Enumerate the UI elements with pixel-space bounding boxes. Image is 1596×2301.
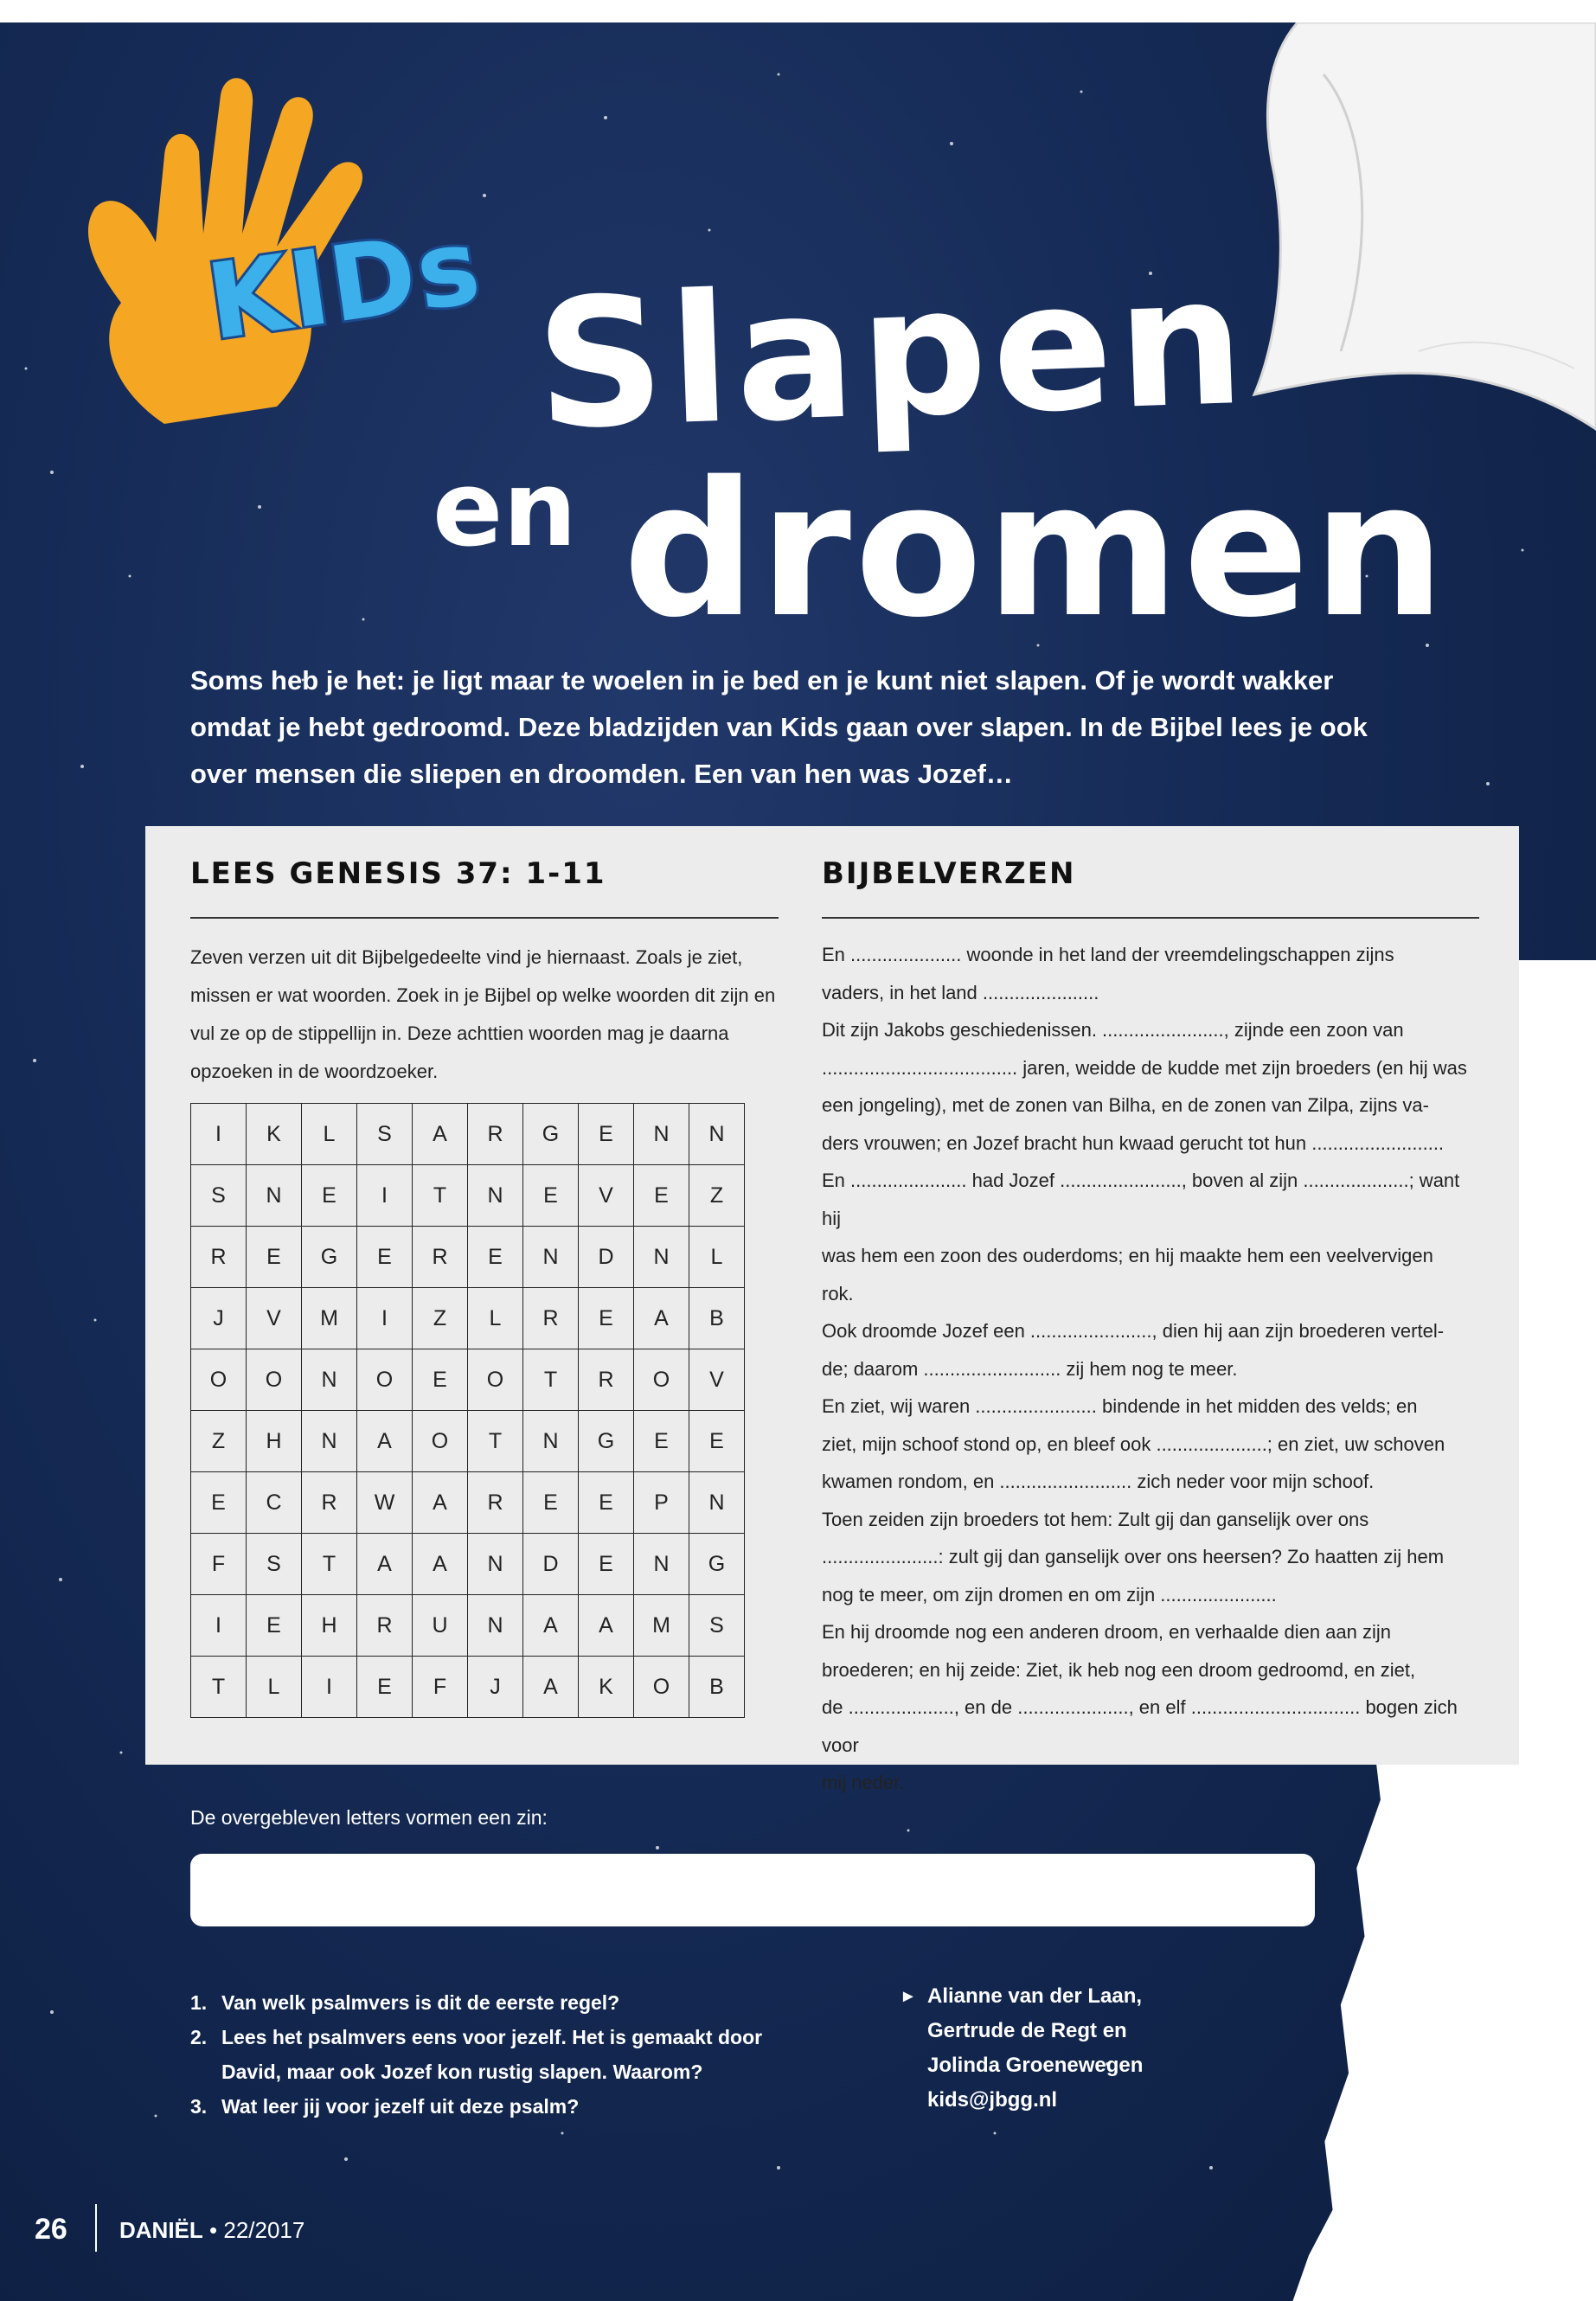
grid-cell[interactable]: G xyxy=(689,1534,745,1595)
grid-cell[interactable]: I xyxy=(191,1104,247,1165)
grid-row xyxy=(191,1411,745,1472)
grid-cell[interactable]: N xyxy=(523,1227,579,1288)
grid-cell[interactable]: Z xyxy=(413,1288,468,1349)
grid-cell[interactable]: C xyxy=(247,1472,302,1534)
grid-row xyxy=(191,1288,745,1349)
title-slapen: Slapen xyxy=(533,238,1253,470)
grid-cell[interactable]: V xyxy=(579,1165,634,1227)
grid-cell[interactable]: I xyxy=(191,1595,247,1657)
grid-cell[interactable]: L xyxy=(468,1288,523,1349)
grid-cell[interactable]: B xyxy=(689,1288,745,1349)
grid-cell[interactable]: V xyxy=(247,1288,302,1349)
grid-cell[interactable]: O xyxy=(191,1349,247,1411)
grid-row xyxy=(191,1657,745,1718)
verse-line: nog te meer, om zijn dromen en om zijn ...................... xyxy=(822,1583,1277,1606)
page-number: 26 xyxy=(35,2213,67,2246)
author-line-1: Alianne van der Laan, xyxy=(927,1984,1143,2008)
verse-line: Dit zijn Jakobs geschiedenissen. ......................., zijnde een zoon van xyxy=(822,1019,1404,1041)
grid-cell[interactable]: T xyxy=(468,1411,523,1472)
question-item xyxy=(190,1985,813,2020)
grid-cell[interactable]: N xyxy=(689,1104,745,1165)
title-dromen: dromen xyxy=(623,441,1449,658)
bible-verses xyxy=(822,936,1479,1802)
grid-cell[interactable]: D xyxy=(523,1534,579,1595)
kids-logo xyxy=(61,61,510,424)
intro-paragraph: Soms heb je het: je ligt maar te woelen in je bed en je kunt niet slapen. Of je wordt wakker omdat je hebt gedroomd. Deze bladzijden van Kids gaan over slapen. In de Bijbel lees je ook over mensen die sliepen en droomden. Een van hen was Jozef… xyxy=(190,665,1368,789)
grid-cell[interactable]: M xyxy=(302,1288,357,1349)
grid-cell[interactable]: W xyxy=(357,1472,413,1534)
grid-cell[interactable]: E xyxy=(357,1227,413,1288)
grid-cell[interactable]: Z xyxy=(191,1411,247,1472)
grid-row xyxy=(191,1349,745,1411)
grid-cell[interactable]: E xyxy=(413,1349,468,1411)
verse-line: de; daarom .......................... zij hem nog te meer. xyxy=(822,1357,1238,1380)
grid-cell[interactable]: N xyxy=(468,1165,523,1227)
question-number: 1. xyxy=(190,1991,208,2014)
grid-cell[interactable]: E xyxy=(468,1227,523,1288)
grid-cell[interactable]: E xyxy=(634,1165,689,1227)
grid-cell[interactable]: A xyxy=(357,1534,413,1595)
verse-line: ......................: zult gij dan ganselijk over ons heersen? Zo haatten zij hem xyxy=(822,1546,1445,1567)
grid-cell[interactable]: A xyxy=(634,1288,689,1349)
left-heading: LEES GENESIS 37: 1-11 xyxy=(190,856,606,891)
grid-cell[interactable]: M xyxy=(634,1595,689,1657)
verse-line: En hij droomde nog een anderen droom, en verhaalde dien aan zijn xyxy=(822,1621,1392,1643)
verse-line: ziet, mijn schoof stond op, en bleef ook .....................; en ziet, uw schoven xyxy=(822,1433,1445,1455)
footer-separator: • xyxy=(209,2217,218,2243)
grid-cell[interactable]: N xyxy=(523,1411,579,1472)
grid-cell[interactable]: G xyxy=(523,1104,579,1165)
grid-cell[interactable]: S xyxy=(247,1534,302,1595)
answer-label: De overgebleven letters vormen een zin: xyxy=(190,1806,548,1829)
grid-cell[interactable]: O xyxy=(247,1349,302,1411)
grid-cell[interactable]: A xyxy=(523,1657,579,1718)
grid-cell[interactable]: I xyxy=(357,1288,413,1349)
pillow-illustration xyxy=(1228,22,1596,455)
grid-cell[interactable]: A xyxy=(413,1534,468,1595)
grid-cell[interactable]: G xyxy=(302,1227,357,1288)
grid-row xyxy=(191,1595,745,1657)
verse-line: En ...................... had Jozef ......................., boven al zijn ....................; want hij xyxy=(822,1170,1460,1229)
verse-line: Ook droomde Jozef een ......................., dien hij aan zijn broederen vertel- xyxy=(822,1320,1445,1342)
grid-cell[interactable]: I xyxy=(357,1165,413,1227)
grid-cell[interactable]: O xyxy=(357,1349,413,1411)
grid-cell[interactable]: N xyxy=(634,1534,689,1595)
grid-cell[interactable]: R xyxy=(357,1595,413,1657)
grid-cell[interactable]: E xyxy=(302,1165,357,1227)
question-number: 3. xyxy=(190,2095,208,2118)
footer-divider xyxy=(95,2204,97,2252)
right-heading: BIJBELVERZEN xyxy=(822,856,1076,891)
grid-cell[interactable]: N xyxy=(634,1227,689,1288)
title-en: en xyxy=(433,450,577,570)
word-search-grid xyxy=(190,1103,745,1718)
grid-cell[interactable]: T xyxy=(413,1165,468,1227)
grid-cell[interactable]: O xyxy=(634,1657,689,1718)
grid-cell[interactable]: P xyxy=(634,1472,689,1534)
grid-cell[interactable]: A xyxy=(523,1595,579,1657)
grid-cell[interactable]: N xyxy=(468,1534,523,1595)
verse-line: een jongeling), met de zonen van Bilha, en de zonen van Zilpa, zijns va- xyxy=(822,1094,1429,1116)
left-heading-rule xyxy=(190,917,779,919)
grid-cell[interactable]: T xyxy=(191,1657,247,1718)
grid-row xyxy=(191,1227,745,1288)
grid-cell[interactable]: F xyxy=(191,1534,247,1595)
grid-row xyxy=(191,1534,745,1595)
authors-block xyxy=(900,1979,1228,2118)
issue-number: 22/2017 xyxy=(223,2217,305,2243)
verse-line: Toen zeiden zijn broeders tot hem: Zult gij dan ganselijk over ons xyxy=(822,1508,1369,1530)
grid-cell[interactable]: E xyxy=(247,1227,302,1288)
grid-cell[interactable]: E xyxy=(634,1411,689,1472)
grid-cell[interactable]: R xyxy=(523,1288,579,1349)
right-heading-rule xyxy=(822,917,1479,919)
grid-cell[interactable]: S xyxy=(357,1104,413,1165)
grid-cell[interactable]: V xyxy=(689,1349,745,1411)
verse-line: rok. xyxy=(822,1282,854,1304)
author-line-2: Gertrude de Regt en xyxy=(927,2019,1127,2042)
grid-cell[interactable]: E xyxy=(689,1411,745,1472)
grid-cell[interactable]: O xyxy=(634,1349,689,1411)
grid-cell[interactable]: E xyxy=(523,1165,579,1227)
grid-cell[interactable]: E xyxy=(579,1288,634,1349)
grid-cell[interactable]: G xyxy=(579,1411,634,1472)
grid-cell[interactable]: J xyxy=(468,1657,523,1718)
grid-cell[interactable]: R xyxy=(302,1472,357,1534)
grid-cell[interactable]: R xyxy=(468,1472,523,1534)
grid-cell[interactable]: E xyxy=(191,1472,247,1534)
question-text: Wat leer jij voor jezelf uit deze psalm? xyxy=(221,2095,580,2118)
arrow-icon: ► xyxy=(900,1987,917,2006)
author-email: kids@jbgg.nl xyxy=(927,2088,1058,2112)
grid-cell[interactable]: A xyxy=(579,1595,634,1657)
grid-row xyxy=(191,1165,745,1227)
grid-cell[interactable]: N xyxy=(302,1349,357,1411)
grid-cell[interactable]: E xyxy=(579,1534,634,1595)
questions-list xyxy=(190,1985,813,2124)
footer-magazine xyxy=(119,2217,304,2244)
author-line-3: Jolinda Groenewegen xyxy=(927,2054,1144,2077)
grid-cell[interactable]: N xyxy=(689,1472,745,1534)
grid-cell[interactable]: U xyxy=(413,1595,468,1657)
answer-input-box[interactable] xyxy=(190,1854,1315,1926)
grid-cell[interactable]: D xyxy=(579,1227,634,1288)
grid-cell[interactable]: K xyxy=(247,1104,302,1165)
verse-line: mij neder. xyxy=(822,1772,905,1793)
grid-cell[interactable]: N xyxy=(302,1411,357,1472)
grid-cell[interactable]: S xyxy=(191,1165,247,1227)
grid-cell[interactable]: E xyxy=(357,1657,413,1718)
grid-cell[interactable]: I xyxy=(302,1657,357,1718)
question-item xyxy=(190,2020,813,2089)
verse-line: En ..................... woonde in het land der vreemdelingschappen zijns xyxy=(822,944,1394,965)
grid-cell[interactable]: E xyxy=(247,1595,302,1657)
grid-cell[interactable]: N xyxy=(634,1104,689,1165)
grid-cell[interactable]: A xyxy=(413,1472,468,1534)
grid-cell[interactable]: J xyxy=(191,1288,247,1349)
grid-cell[interactable]: N xyxy=(247,1165,302,1227)
grid-cell[interactable]: R xyxy=(579,1349,634,1411)
grid-row xyxy=(191,1104,745,1165)
verse-line: kwamen rondom, en ......................... zich neder voor mijn schoof. xyxy=(822,1471,1375,1492)
grid-cell[interactable]: L xyxy=(302,1104,357,1165)
grid-cell[interactable]: H xyxy=(247,1411,302,1472)
grid-cell[interactable]: T xyxy=(302,1534,357,1595)
grid-cell[interactable]: O xyxy=(468,1349,523,1411)
grid-row xyxy=(191,1472,745,1534)
verse-line: ders vrouwen; en Jozef bracht hun kwaad gerucht tot hun ......................... xyxy=(822,1131,1445,1154)
question-text: Lees het psalmvers eens voor jezelf. Het is gemaakt door David, maar ook Jozef kon rustig slapen. Waarom? xyxy=(221,2026,763,2083)
grid-cell[interactable]: S xyxy=(689,1595,745,1657)
verse-line: was hem een zoon des ouderdoms; en hij maakte hem een veelvervigen xyxy=(822,1245,1433,1266)
verse-line: de ...................., en de ....................., en elf ................................ bogen zich voor xyxy=(822,1696,1458,1756)
grid-cell[interactable]: R xyxy=(468,1104,523,1165)
verse-line: vaders, in het land ...................... xyxy=(822,981,1099,1003)
grid-cell[interactable]: N xyxy=(468,1595,523,1657)
magazine-name: DANIËL xyxy=(119,2217,203,2243)
grid-cell[interactable]: L xyxy=(689,1227,745,1288)
grid-cell[interactable]: L xyxy=(247,1657,302,1718)
question-text: Van welk psalmvers is dit de eerste regel? xyxy=(221,1991,620,2014)
grid-cell[interactable]: O xyxy=(413,1411,468,1472)
grid-cell[interactable]: B xyxy=(689,1657,745,1718)
grid-cell[interactable]: R xyxy=(191,1227,247,1288)
grid-cell[interactable]: K xyxy=(579,1657,634,1718)
instructions-text: Zeven verzen uit dit Bijbelgedeelte vind je hiernaast. Zoals je ziet, missen er wat woorden. Zoek in je Bijbel op welke woorden dit zijn en vul ze op de stippellijn in. Deze achttien woorden mag je daarna opzoeken in de woordzoeker. xyxy=(190,946,776,1082)
verse-line: En ziet, wij waren ....................... bindende in het midden des velds; en xyxy=(822,1395,1418,1417)
grid-cell[interactable]: A xyxy=(357,1411,413,1472)
verse-line: ..................................... jaren, weidde de kudde met zijn broeders (en hij was xyxy=(822,1056,1467,1079)
grid-cell[interactable]: R xyxy=(413,1227,468,1288)
grid-cell[interactable]: F xyxy=(413,1657,468,1718)
grid-cell[interactable]: E xyxy=(579,1472,634,1534)
verse-line: broederen; en hij zeide: Ziet, ik heb nog een droom gedroomd, en ziet, xyxy=(822,1658,1416,1681)
kids-logo-text: KIDs xyxy=(200,206,489,364)
grid-cell[interactable]: A xyxy=(413,1104,468,1165)
question-item xyxy=(190,2089,813,2124)
grid-cell[interactable]: Z xyxy=(689,1165,745,1227)
question-number: 2. xyxy=(190,2026,208,2048)
grid-cell[interactable]: E xyxy=(523,1472,579,1534)
grid-cell[interactable]: E xyxy=(579,1104,634,1165)
grid-cell[interactable]: T xyxy=(523,1349,579,1411)
grid-cell[interactable]: H xyxy=(302,1595,357,1657)
